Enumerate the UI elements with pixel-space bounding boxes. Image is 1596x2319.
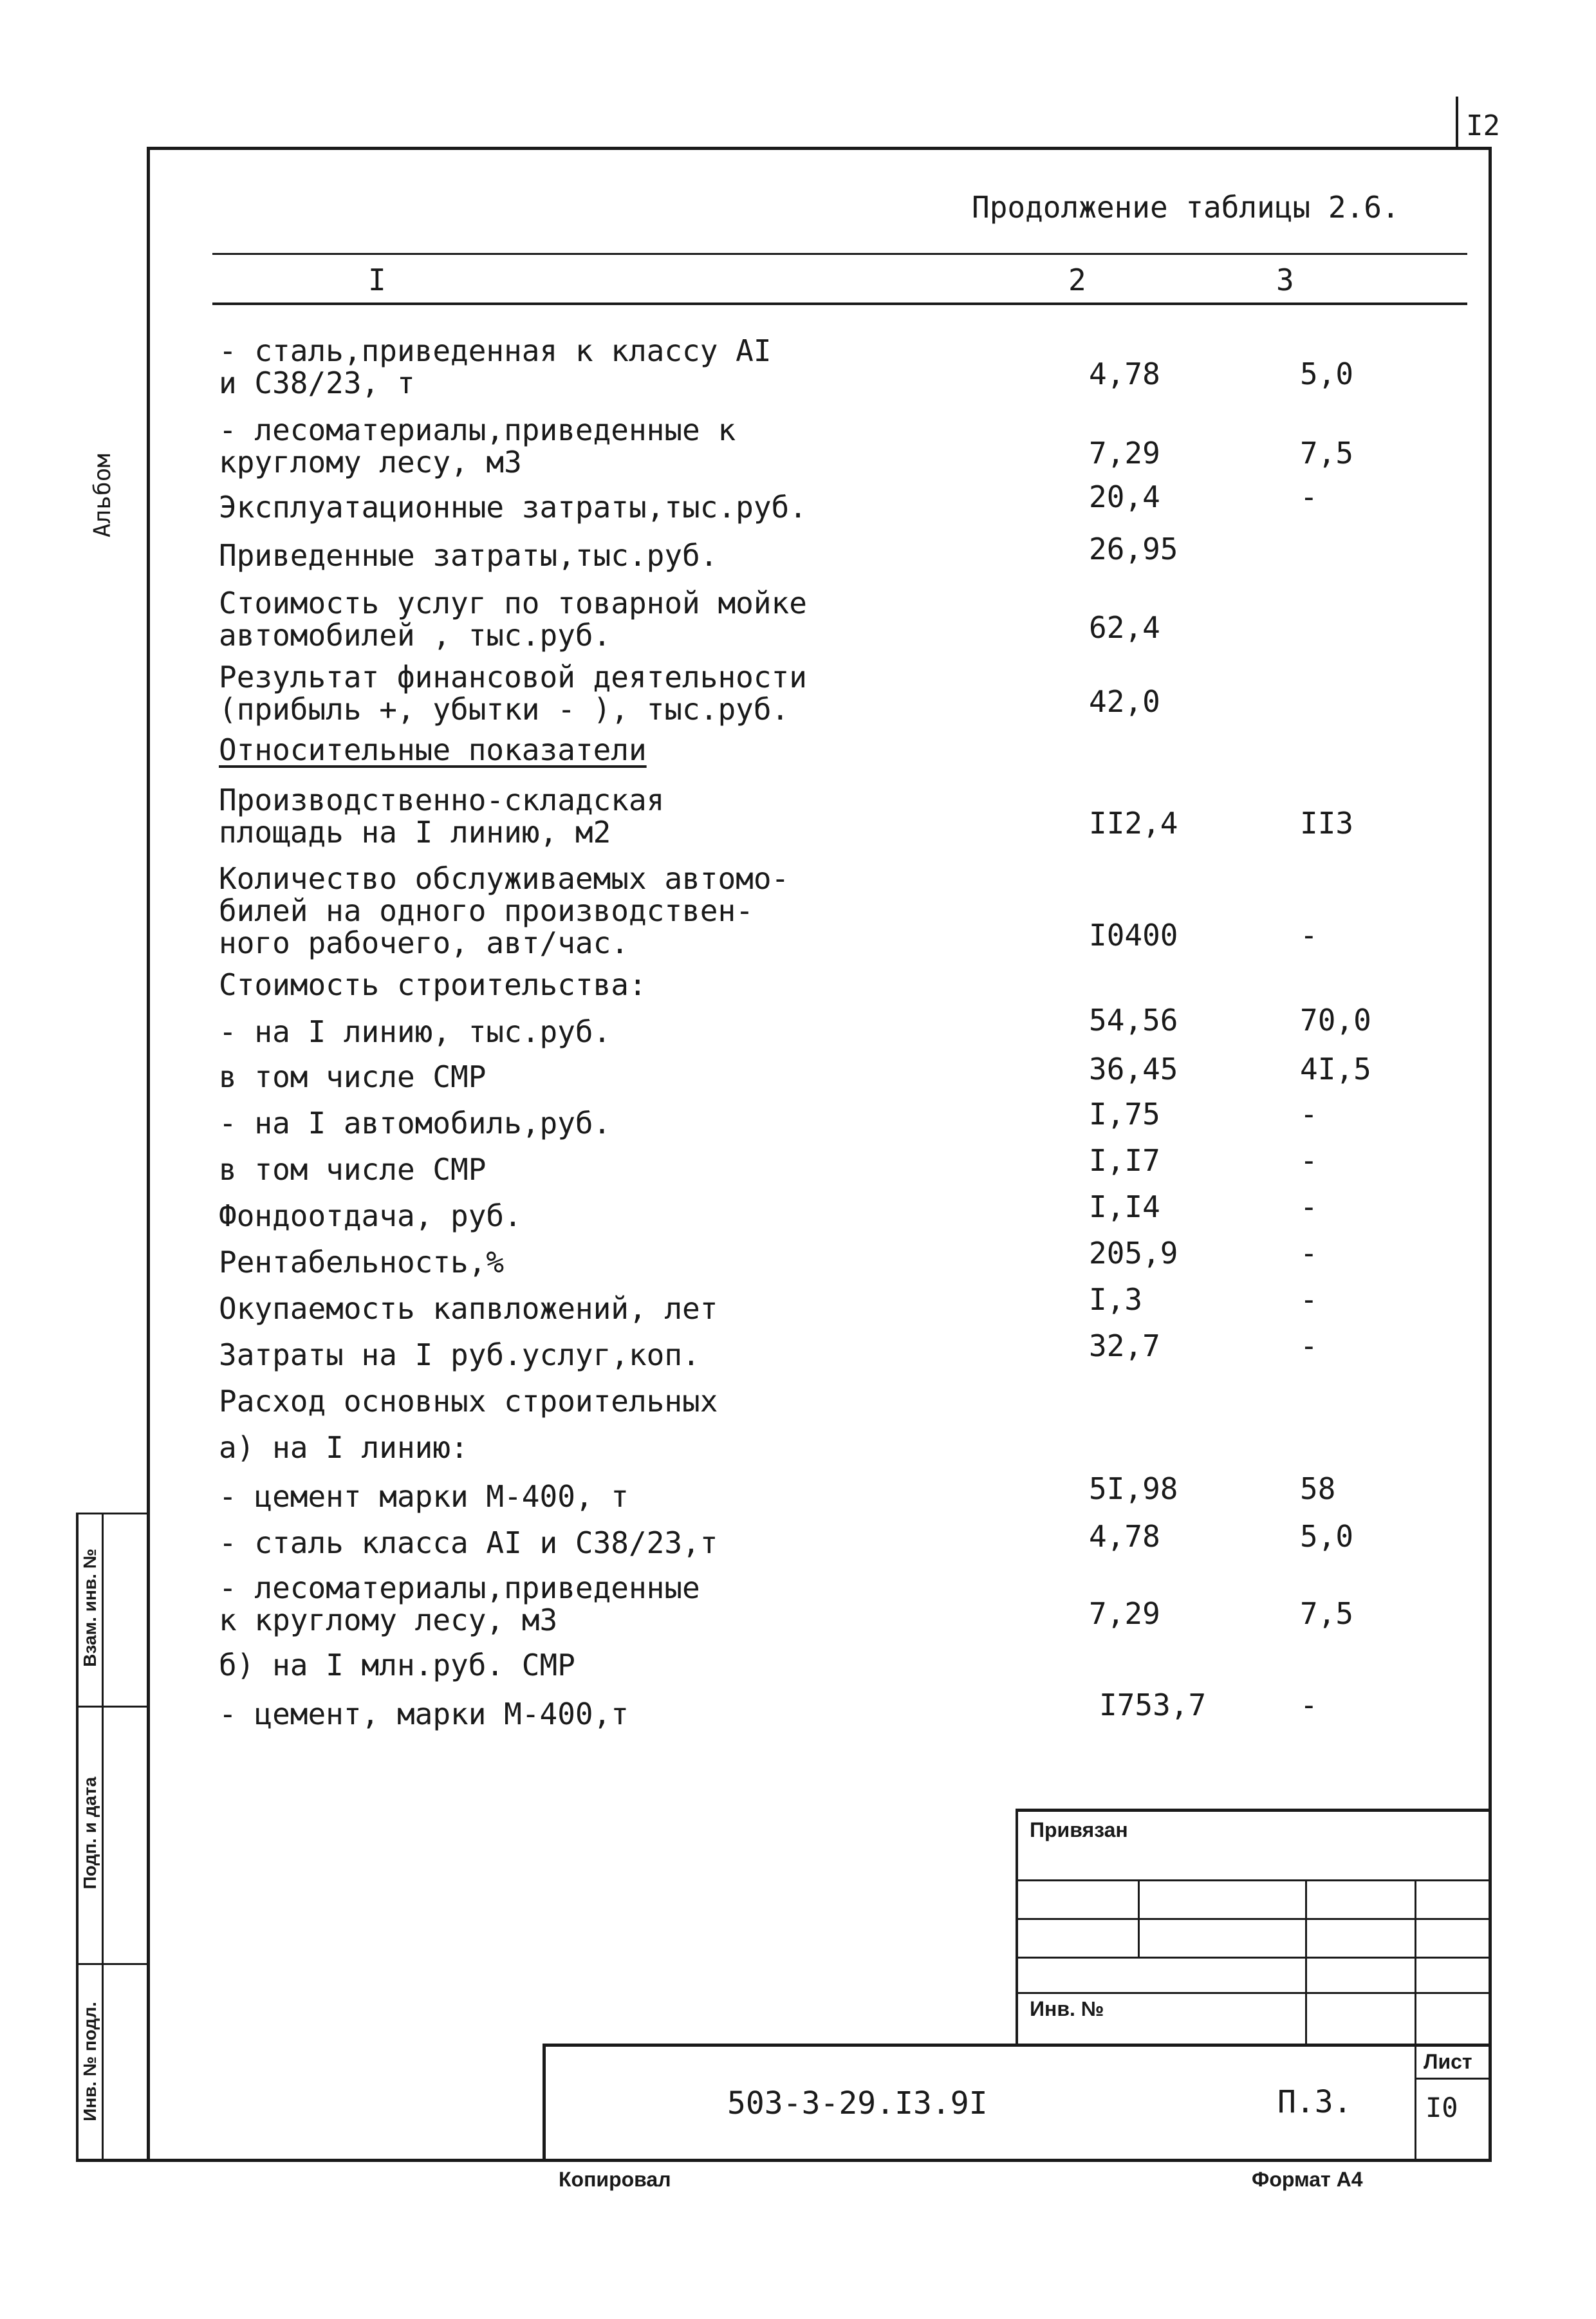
row-value-col2: I,3 — [1089, 1282, 1143, 1317]
row-value-col3: 7,5 — [1300, 436, 1354, 470]
row-value-col3: - — [1300, 1236, 1318, 1271]
row-label: - сталь класса AI и С38/23,т — [219, 1525, 718, 1560]
row-label: - цемент марки М-400, т — [219, 1479, 629, 1514]
row-value-col2: I,75 — [1089, 1097, 1160, 1132]
row-value-col2: 7,29 — [1089, 436, 1160, 470]
row-value-col2: 32,7 — [1089, 1328, 1160, 1363]
frame-right-border — [1489, 147, 1492, 2161]
row-label: Результат финансовой деятельности (прибыль +, убытки - ), тыс.руб. — [219, 660, 807, 727]
row-value-col3: - — [1300, 480, 1318, 514]
row-value-col2: I753,7 — [1099, 1688, 1207, 1722]
row-label: - на I автомобиль,руб. — [219, 1106, 611, 1141]
stamp-grid-v3 — [1415, 1879, 1416, 2047]
row-label: Окупаемость капвложений, лет — [219, 1291, 718, 1326]
row-value-col2: 5I,98 — [1089, 1471, 1178, 1506]
stamp-main-left — [543, 2044, 546, 2159]
stamp-sheet-h — [1415, 2078, 1492, 2080]
table-header-top-rule — [212, 253, 1467, 255]
page-number-divider — [1456, 97, 1458, 148]
stamp-privyazan-top — [1016, 1809, 1492, 1812]
row-value-col2: 26,95 — [1089, 532, 1178, 566]
row-value-col2: 4,78 — [1089, 357, 1160, 391]
row-value-col3: - — [1300, 1282, 1318, 1317]
row-label: Фондоотдача, руб. — [219, 1198, 522, 1233]
stamp-main-top — [543, 2044, 1492, 2047]
stamp-grid-h2 — [1016, 1918, 1492, 1920]
row-value-col2: 62,4 — [1089, 610, 1160, 645]
stamp-grid-h1 — [1016, 1879, 1492, 1881]
row-value-col2: I,I7 — [1089, 1143, 1160, 1178]
page-number: I2 — [1466, 109, 1500, 142]
row-value-col3: - — [1300, 1189, 1318, 1224]
row-label: - сталь,приведенная к классу AI и С38/23, т — [219, 333, 772, 400]
stamp-doc-code: 503-3-29.I3.9I — [727, 2085, 988, 2121]
stamp-privyazan-label: Привязан — [1030, 1818, 1128, 1841]
row-value-col3: - — [1300, 1097, 1318, 1132]
side-stamp-podp-data: Подп. и дата — [80, 1776, 100, 1890]
row-label: - цемент, марки М-400,т — [219, 1697, 629, 1731]
row-value-col3: - — [1300, 918, 1318, 953]
row-value-col3: 5,0 — [1300, 1519, 1354, 1554]
row-value-col2: 7,29 — [1089, 1596, 1160, 1631]
side-album-label: Альбом — [89, 453, 116, 538]
table-header-bottom-rule — [212, 303, 1467, 305]
stamp-grid-h3 — [1016, 1957, 1492, 1959]
section-heading-relative-indicators: Относительные показатели — [219, 732, 647, 767]
frame-top-border — [147, 147, 1492, 150]
row-value-col3: - — [1300, 1143, 1318, 1178]
table-caption: Продолжение таблицы 2.6. — [972, 190, 1400, 225]
stamp-section: П.3. — [1277, 2084, 1352, 2120]
row-label: Производственно-складская площадь на I линию, м2 — [219, 783, 665, 850]
row-value-col2: 36,45 — [1089, 1052, 1178, 1086]
row-label: Расход основных строительных — [219, 1384, 718, 1419]
row-label: - лесоматериалы,приведенные к круглому лесу, м3 — [219, 1570, 700, 1637]
row-value-col2: 20,4 — [1089, 480, 1160, 514]
row-label: Количество обслуживаемых автомо- билей на одного производствен- ного рабочего, авт/час. — [219, 861, 790, 960]
row-value-col2: 4,78 — [1089, 1519, 1160, 1554]
stamp-grid-h4 — [1016, 1992, 1492, 1994]
row-label: - лесоматериалы,приведенные к круглому лесу, м3 — [219, 413, 736, 480]
row-value-col3: 4I,5 — [1300, 1052, 1371, 1086]
row-value-col3: 70,0 — [1300, 1003, 1371, 1038]
side-stamp-h2 — [76, 1706, 150, 1708]
row-label: а) на I линию: — [219, 1430, 469, 1465]
row-value-col3: - — [1300, 1688, 1318, 1722]
row-value-col2: 42,0 — [1089, 684, 1160, 719]
row-value-col2: I0400 — [1089, 918, 1178, 953]
row-value-col2: II2,4 — [1089, 806, 1178, 841]
row-value-col3: 5,0 — [1300, 357, 1354, 391]
row-value-col2: 205,9 — [1089, 1236, 1178, 1271]
row-value-col2: I,I4 — [1089, 1189, 1160, 1224]
stamp-grid-v1 — [1138, 1879, 1140, 1957]
stamp-inv-no-label: Инв. № — [1030, 1997, 1104, 2020]
stamp-privyazan-left — [1016, 1809, 1018, 2047]
row-label: - на I линию, тыс.руб. — [219, 1014, 611, 1049]
row-label: в том числе СМР — [219, 1152, 487, 1187]
row-label: Стоимость строительства: — [219, 967, 647, 1002]
frame-bottom-border — [76, 2159, 1492, 2162]
row-label: Затраты на I руб.услуг,коп. — [219, 1337, 700, 1372]
stamp-grid-v2 — [1305, 1879, 1307, 2047]
side-stamp-vzam-inv: Взам. инв. № — [80, 1549, 100, 1667]
row-value-col3: 7,5 — [1300, 1596, 1354, 1631]
row-value-col3: - — [1300, 1328, 1318, 1363]
row-label: в том числе СМР — [219, 1059, 487, 1094]
footer-format: Формат А4 — [1252, 2168, 1363, 2191]
frame-left-border — [147, 147, 150, 2161]
row-label: Стоимость услуг по товарной мойке автомобилей , тыс.руб. — [219, 586, 807, 653]
column-header-1: I — [368, 263, 386, 297]
stamp-sheet-divider — [1415, 2044, 1416, 2159]
side-stamp-h1 — [76, 1513, 150, 1514]
row-label: Эксплуатационные затраты,тыс.руб. — [219, 490, 807, 525]
column-header-2: 2 — [1068, 263, 1086, 297]
row-value-col3: 58 — [1300, 1471, 1336, 1506]
side-stamp-inv-podl: Инв. № подл. — [80, 2002, 100, 2121]
footer-copied: Копировал — [559, 2168, 671, 2191]
side-stamp-divider — [102, 1513, 104, 2161]
row-label: б) на I млн.руб. СМР — [219, 1648, 575, 1682]
row-value-col3: II3 — [1300, 806, 1354, 841]
stamp-sheet-label: Лист — [1424, 2050, 1472, 2073]
row-value-col2: 54,56 — [1089, 1003, 1178, 1038]
column-header-3: 3 — [1276, 263, 1294, 297]
row-label: Рентабельность,% — [219, 1245, 505, 1280]
stamp-sheet-number: I0 — [1425, 2092, 1458, 2123]
row-label: Приведенные затраты,тыс.руб. — [219, 538, 718, 573]
